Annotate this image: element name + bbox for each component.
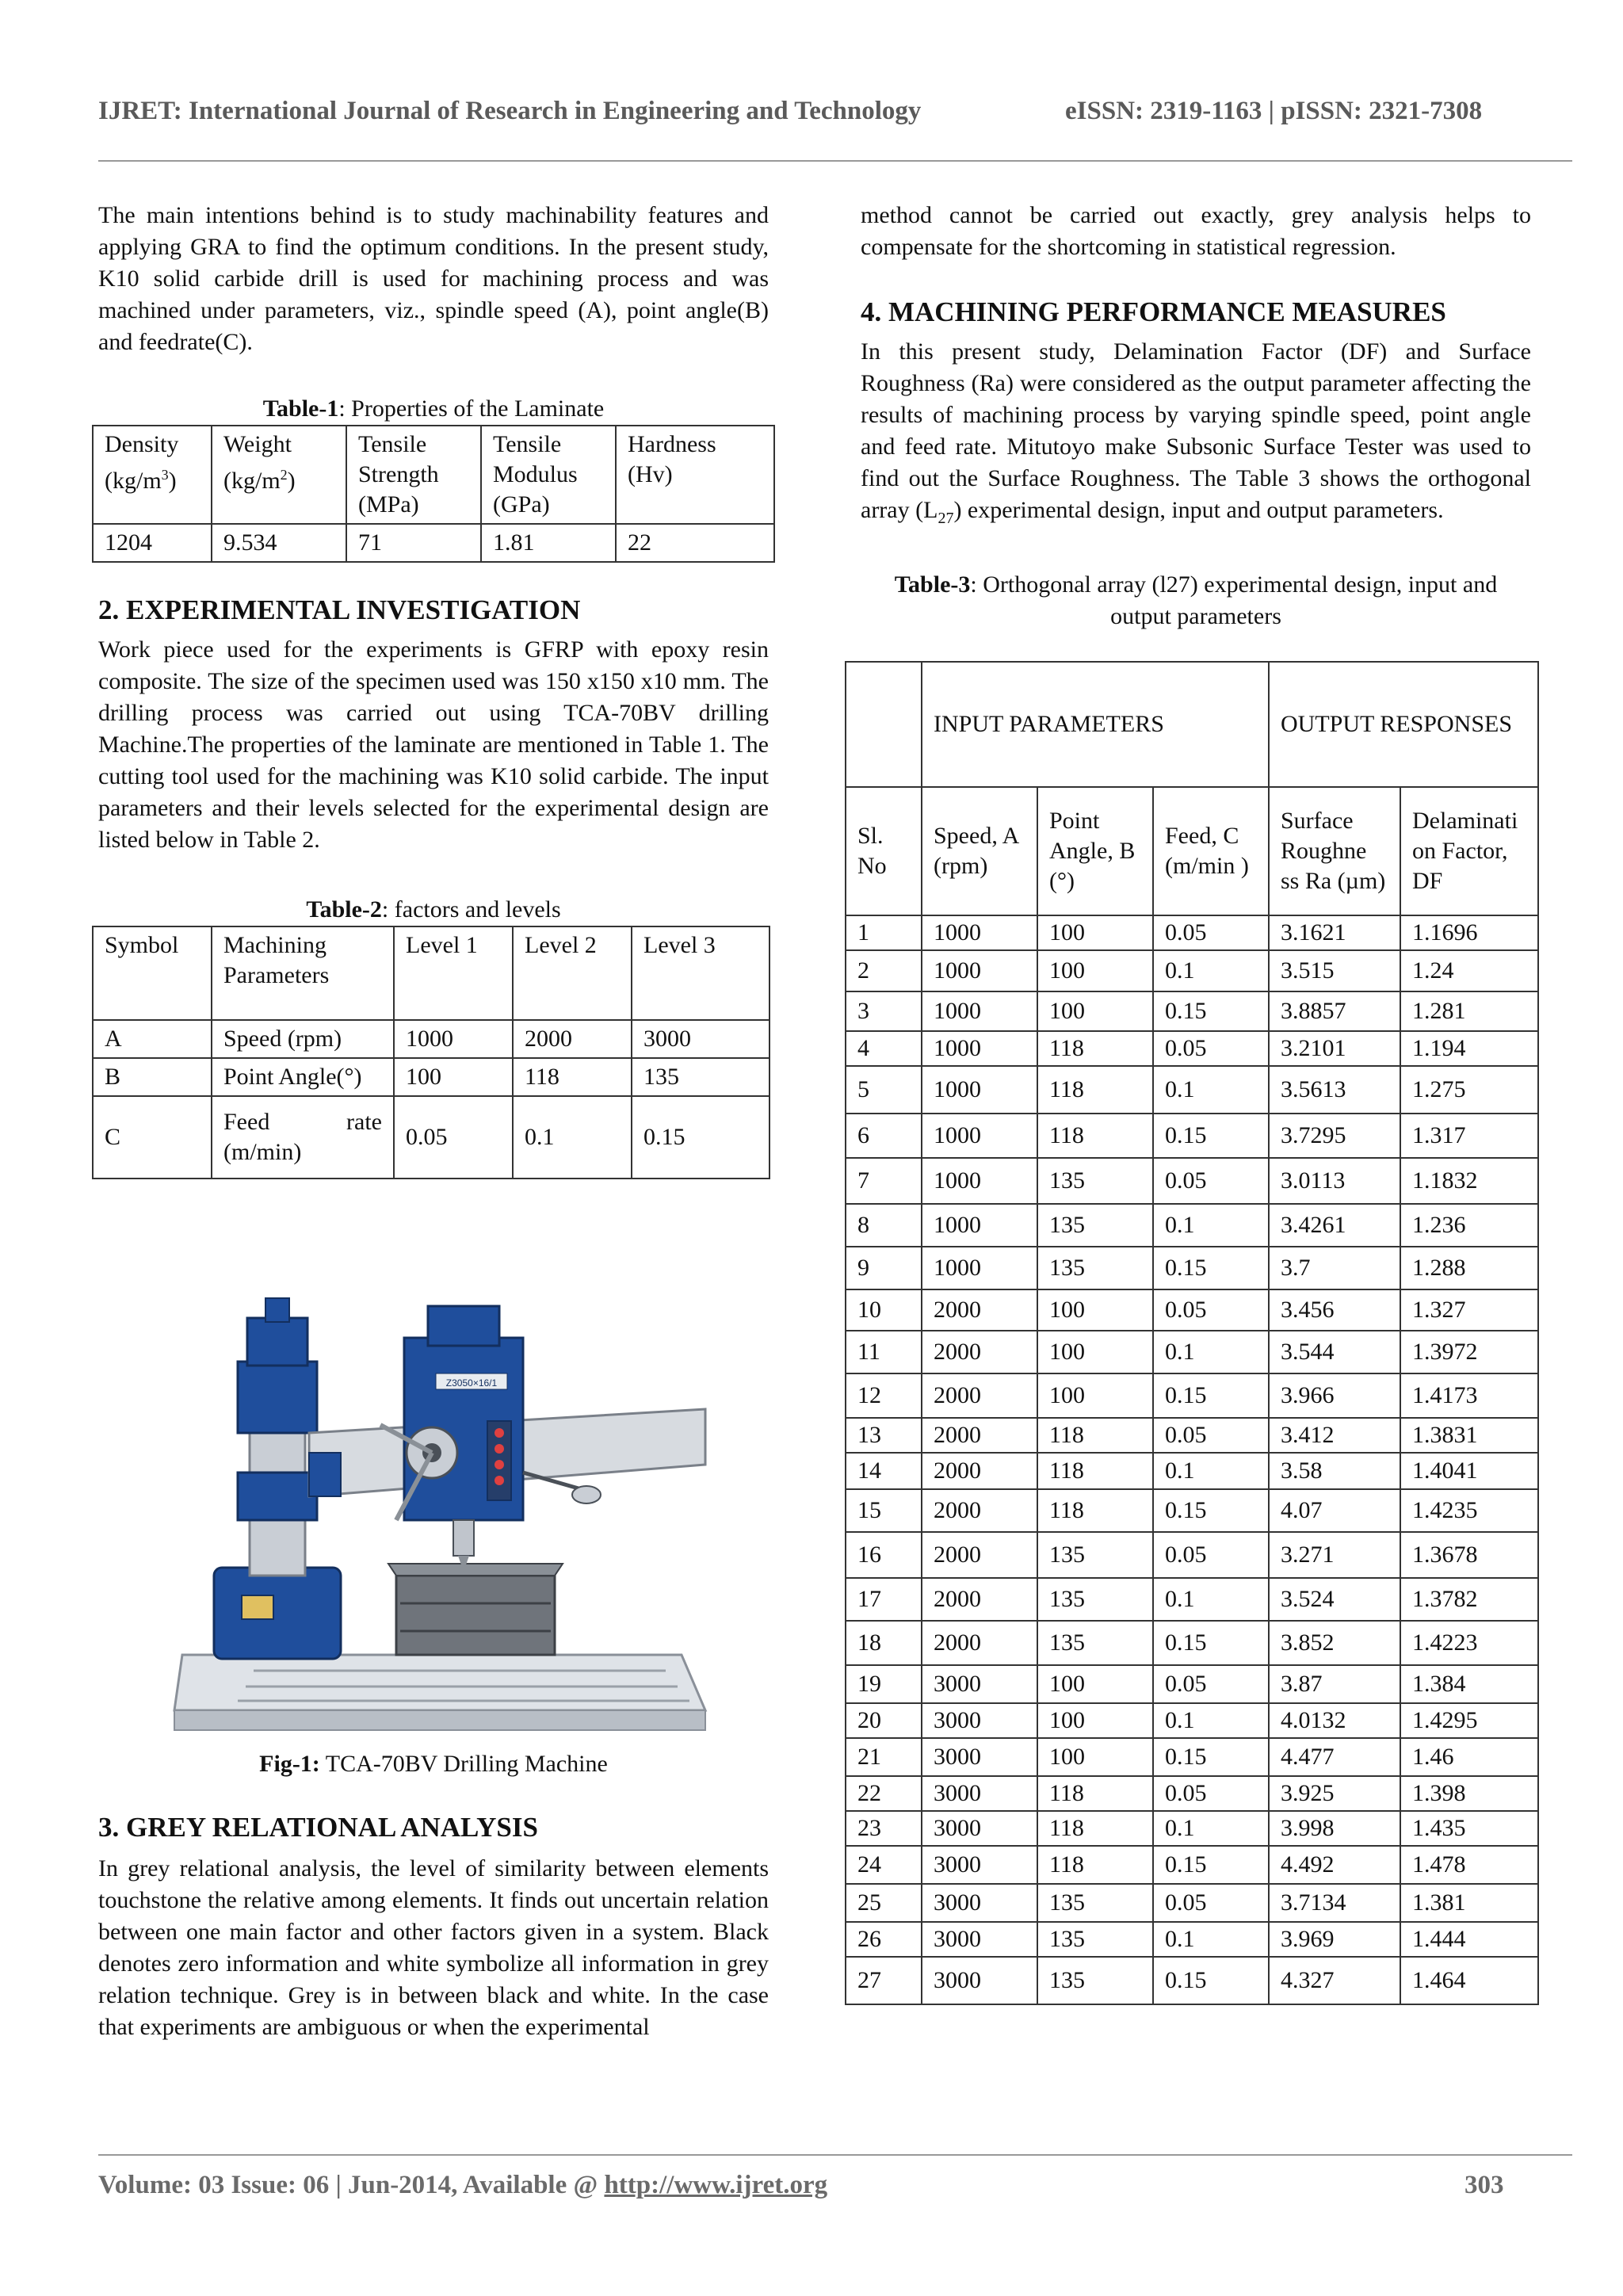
table-cell: 16 [846,1532,922,1578]
table-cell: 100 [1037,1289,1153,1331]
table-cell: 135 [1037,1532,1153,1578]
table-row [93,426,774,524]
table-cell: 118 [1037,1489,1153,1532]
table-cell: 1.3782 [1400,1578,1538,1621]
continued-paragraph: method cannot be carried out exactly, grey analysis helps to compensate for the shortcoming in statistical regression. [861,202,1531,260]
table-cell: Sl. No [846,787,922,915]
table-cell: 1000 [922,1031,1037,1066]
table-cell: 1.464 [1400,1957,1538,2004]
table-cell: Symbol [93,926,212,1020]
table-cell: Hardness (Hv) [616,426,774,524]
table-row [846,1204,1538,1247]
table-cell: 1.194 [1400,1031,1538,1066]
section-heading: 4. MACHINING PERFORMANCE MEASURES [861,296,1446,327]
table-cell: 1.3831 [1400,1418,1538,1453]
section-paragraph: In this present study, Delamination Factor (DF) and Surface Roughness (Ra) were considered as the output parameter affecting the results of machining process by varying spindle speed, point angle and feed rate. Mitutoyo make Subsonic Surface Tester was used to find out the Surface Roughness. The Table 3 shows the orthogonal array $(L_{27})$ experimental design, input and output parameters. [861,338,1531,527]
table-group-header: INPUT PARAMETERS [922,662,1269,787]
table-cell: 0.1 [513,1096,632,1179]
table-cell: 118 [1037,1031,1153,1066]
table-cell: 0.15 [632,1096,769,1179]
table-cell: 1.281 [1400,991,1538,1031]
table-cell: Speed, A (rpm) [922,787,1037,915]
section-paragraph: In grey relational analysis, the level of similarity between elements touchstone the relative among elements. It finds out uncertain relation between one main factor and other factors given in a system. Black denotes zero information and white symbolize all information in grey relation technique. Grey is in between black and white. In the case that experiments are ambiguous or when the experimental [98,1855,769,2040]
table-row [846,1373,1538,1418]
table-cell: 3.969 [1269,1922,1400,1957]
table-cell: 0.05 [1153,1289,1269,1331]
table-cell: 23 [846,1811,922,1846]
left-column [98,200,769,1179]
table1 [92,425,775,563]
table-cell: Density $(kg/m^3)$ [93,426,212,524]
table-cell: 4 [846,1031,922,1066]
figure-caption: Fig-1: TCA-70BV Drilling Machine [259,1751,608,1777]
table-cell: 0.1 [1153,1204,1269,1247]
table-cell: 3.8857 [1269,991,1400,1031]
table-cell: 1000 [922,950,1037,991]
table-cell: 135 [1037,1247,1153,1289]
drilling-machine-illustration [158,1282,713,1742]
table-cell: 2000 [922,1331,1037,1373]
table-cell: 1.398 [1400,1776,1538,1811]
table-cell: 1.4041 [1400,1453,1538,1489]
table-row [846,1776,1538,1811]
left-column-bottom [98,1812,769,2043]
table-cell: Feed rate (m/min) [212,1096,394,1179]
table-cell: 118 [1037,1114,1153,1158]
table1-caption: Table-1: Properties of the Laminate [262,395,605,422]
table-cell: 18 [846,1621,922,1665]
table-cell: Level 3 [632,926,769,1020]
table-cell: 25 [846,1884,922,1922]
table-cell: 3.4261 [1269,1204,1400,1247]
table-cell: 2000 [922,1289,1037,1331]
table-cell: 3.0113 [1269,1158,1400,1204]
table-cell: 0.15 [1153,1489,1269,1532]
table-cell: 1.4223 [1400,1621,1538,1665]
table-cell: 3.5613 [1269,1066,1400,1114]
table-cell [846,662,922,787]
table-cell: 0.1 [1153,1922,1269,1957]
table-cell: 118 [1037,1453,1153,1489]
table-row [93,1020,769,1058]
table-cell: 26 [846,1922,922,1957]
table3 [845,661,1539,2005]
table-cell: 118 [1037,1418,1153,1453]
table-cell: 1000 [922,1247,1037,1289]
table-row [846,1884,1538,1922]
table-cell: 100 [1037,950,1153,991]
table-cell: 1000 [922,1204,1037,1247]
table-cell: 118 [1037,1811,1153,1846]
table-cell: 3000 [922,1884,1037,1922]
table-cell: 1.317 [1400,1114,1538,1158]
table-cell: 3.2101 [1269,1031,1400,1066]
table-row [846,1066,1538,1114]
table-cell: 100 [394,1058,513,1096]
table-cell: 2000 [922,1578,1037,1621]
table-cell: 135 [1037,1884,1153,1922]
table-cell: 2000 [922,1418,1037,1453]
table-cell: Level 2 [513,926,632,1020]
table-cell: 118 [513,1058,632,1096]
table-cell: 4.327 [1269,1957,1400,2004]
page-number: 303 [1465,2171,1504,2199]
table-row [846,1418,1538,1453]
page-header [0,0,1623,166]
table-cell: 3.515 [1269,950,1400,991]
table-cell: 3000 [922,1738,1037,1776]
table-cell: A [93,1020,212,1058]
table-cell: Level 1 [394,926,513,1020]
table-cell: 100 [1037,1373,1153,1418]
section-heading: 3. GREY RELATIONAL ANALYSIS [98,1812,538,1843]
table-cell: 1.444 [1400,1922,1538,1957]
table-cell: 1.1696 [1400,915,1538,950]
table-cell: 100 [1037,1331,1153,1373]
table3-caption: Table-3: Orthogonal array (l27) experimental design, input and output parameters [894,571,1498,629]
section-heading: 2. EXPERIMENTAL INVESTIGATION [98,594,581,625]
table-row [846,915,1538,950]
table-cell: 1.435 [1400,1811,1538,1846]
table-cell: 0.1 [1153,950,1269,991]
table-cell: 0.1 [1153,1453,1269,1489]
model-plate-label: Z3050×16/1 [445,1377,498,1389]
table-cell: 3.998 [1269,1811,1400,1846]
table-cell: 19 [846,1665,922,1703]
table-cell: 135 [1037,1957,1153,2004]
table-cell: Point Angle, B (°) [1037,787,1153,915]
table-cell: 0.05 [1153,1418,1269,1453]
table-cell: 1.478 [1400,1846,1538,1884]
table-row [846,1703,1538,1738]
table-cell: 1204 [93,524,212,562]
table-cell: 1.46 [1400,1738,1538,1776]
table-row [846,1811,1538,1846]
table-cell: 1 [846,915,922,950]
table-cell: Surface Roughne ss Ra (µm) [1269,787,1400,915]
table-cell: B [93,1058,212,1096]
table-cell: 0.15 [1153,1247,1269,1289]
table-cell: 0.05 [1153,915,1269,950]
table-cell: 1.4295 [1400,1703,1538,1738]
table-row [93,1058,769,1096]
table-row [846,1453,1538,1489]
table-cell: 3.966 [1269,1373,1400,1418]
table-cell: Speed (rpm) [212,1020,394,1058]
table-cell: 2000 [513,1020,632,1058]
table-row [846,1114,1538,1158]
table-cell: 17 [846,1578,922,1621]
table-cell: Machining Parameters [212,926,394,1020]
table-cell: 1000 [922,915,1037,950]
table-cell: 2 [846,950,922,991]
table-cell: 3.544 [1269,1331,1400,1373]
table-cell: 1.24 [1400,950,1538,991]
table-cell: 0.1 [1153,1331,1269,1373]
table-cell: 0.15 [1153,1114,1269,1158]
table-cell: 1.4235 [1400,1489,1538,1532]
table-cell: 27 [846,1957,922,2004]
table-cell: 13 [846,1418,922,1453]
right-column [861,200,1531,632]
table-cell: 3.58 [1269,1453,1400,1489]
footer-volume: Volume: 03 Issue: 06 | Jun-2014, Available @ http://www.ijret.org [98,2171,828,2199]
table-cell: Point Angle(°) [212,1058,394,1096]
table-cell: 0.15 [1153,991,1269,1031]
table-cell: 1.327 [1400,1289,1538,1331]
table-cell: 0.05 [1153,1532,1269,1578]
table-cell: 3000 [632,1020,769,1058]
table-cell: 0.05 [1153,1665,1269,1703]
table-cell: 135 [1037,1158,1153,1204]
table-cell: 1.3678 [1400,1532,1538,1578]
section-paragraph: Work piece used for the experiments is GFRP with epoxy resin composite. The size of the specimen used was 150 x150 x10 mm. The drilling process was carried out using TCA-70BV drilling Machine.The properties of the laminate are mentioned in Table 1. The cutting tool used for the machining was K10 solid carbide. The input parameters and their levels selected for the experimental design are listed below in Table 2. [98,636,769,853]
table-cell: 15 [846,1489,922,1532]
table-cell: 3.1621 [1269,915,1400,950]
table-cell: 2000 [922,1453,1037,1489]
table-cell: 2000 [922,1489,1037,1532]
table-row [846,1621,1538,1665]
table-cell: 4.492 [1269,1846,1400,1884]
table-cell: 1.384 [1400,1665,1538,1703]
table-row [846,1922,1538,1957]
table-cell: 6 [846,1114,922,1158]
table-row [846,1578,1538,1621]
table-row [846,787,1538,915]
table-cell: 22 [846,1776,922,1811]
table-cell: 12 [846,1373,922,1418]
table-cell: 7 [846,1158,922,1204]
table-row [93,926,769,1020]
table-cell: 3000 [922,1811,1037,1846]
table-cell: 135 [1037,1922,1153,1957]
table-row [846,1665,1538,1703]
table-cell: 4.477 [1269,1738,1400,1776]
table-row [846,1289,1538,1331]
journal-title: IJRET: International Journal of Research in Engineering and Technology [98,97,922,125]
table-cell: 9 [846,1247,922,1289]
table-cell: 71 [346,524,481,562]
table-cell: 3.524 [1269,1578,1400,1621]
table-cell: 0.1 [1153,1066,1269,1114]
table-cell: 135 [632,1058,769,1096]
table-cell: 4.0132 [1269,1703,1400,1738]
table-cell: 1.236 [1400,1204,1538,1247]
table-cell: 3000 [922,1922,1037,1957]
table-cell: 0.05 [1153,1158,1269,1204]
table-cell: 3000 [922,1846,1037,1884]
table-cell: 2000 [922,1532,1037,1578]
table-cell: 3 [846,991,922,1031]
table-cell: 3000 [922,1957,1037,2004]
table-cell: 100 [1037,1703,1153,1738]
table-cell: 135 [1037,1204,1153,1247]
journal-link[interactable]: http://www.ijret.org [604,2171,828,2199]
table-cell: 3.852 [1269,1621,1400,1665]
table-cell: 0.05 [1153,1776,1269,1811]
table-cell: 3000 [922,1776,1037,1811]
table-cell: 0.15 [1153,1846,1269,1884]
table-row [846,1738,1538,1776]
table-cell: 0.15 [1153,1957,1269,2004]
table-cell: 8 [846,1204,922,1247]
table-cell: 3000 [922,1665,1037,1703]
table-cell: 118 [1037,1066,1153,1114]
table-group-header: OUTPUT RESPONSES [1269,662,1538,787]
table2 [92,926,770,1179]
table-cell: Weight $(kg/m^2)$ [212,426,346,524]
table3-body [846,915,1538,2004]
table-cell: 1000 [922,1066,1037,1114]
table-cell: 3.87 [1269,1665,1400,1703]
table-cell: 2000 [922,1373,1037,1418]
table-cell: 0.05 [1153,1884,1269,1922]
table-cell: 100 [1037,915,1153,950]
table-cell: 3000 [922,1703,1037,1738]
table-cell: 0.15 [1153,1373,1269,1418]
table-cell: 5 [846,1066,922,1114]
table-cell: 3.456 [1269,1289,1400,1331]
table-row [846,950,1538,991]
intro-paragraph: The main intentions behind is to study machinability features and applying GRA to find the optimum conditions. In the present study, K10 solid carbide drill is used for machining process and was machined under parameters, viz., spindle speed (A), point angle(B) and feedrate(C). [98,202,769,355]
table-cell: 100 [1037,1738,1153,1776]
table-cell: 1000 [922,991,1037,1031]
table-row [846,991,1538,1031]
table-cell: Feed, C (m/min ) [1153,787,1269,915]
table-cell: 0.05 [1153,1031,1269,1066]
table-cell: 1.81 [481,524,616,562]
table-cell: 3.7134 [1269,1884,1400,1922]
table-cell: 22 [616,524,774,562]
table-cell: 0.1 [1153,1811,1269,1846]
table-cell: 3.412 [1269,1418,1400,1453]
table2-caption: Table-2: factors and levels [306,896,561,923]
table-cell: 100 [1037,991,1153,1031]
table-cell: 1000 [394,1020,513,1058]
table-cell: 1.381 [1400,1884,1538,1922]
table-row [846,1957,1538,2004]
table-cell: 0.15 [1153,1621,1269,1665]
issn: eISSN: 2319-1163 | pISSN: 2321-7308 [1065,97,1483,125]
table-cell: 3.7295 [1269,1114,1400,1158]
table-cell: Tensile Strength (MPa) [346,426,481,524]
table-row [846,1489,1538,1532]
table-row [846,1331,1538,1373]
table-cell: 118 [1037,1776,1153,1811]
table-cell: 1.3972 [1400,1331,1538,1373]
table-cell: 21 [846,1738,922,1776]
table-cell: 1000 [922,1114,1037,1158]
table-cell: 135 [1037,1621,1153,1665]
table-cell: 3.925 [1269,1776,1400,1811]
table-cell: 0.1 [1153,1703,1269,1738]
table-cell: 118 [1037,1846,1153,1884]
header-rule [98,160,1572,162]
table-cell: 0.05 [394,1096,513,1179]
table-cell: 10 [846,1289,922,1331]
table-cell: Tensile Modulus (GPa) [481,426,616,524]
table-cell: 3.271 [1269,1532,1400,1578]
table-cell: 100 [1037,1665,1153,1703]
table-cell: 9.534 [212,524,346,562]
table-cell: C [93,1096,212,1179]
table-row [846,1846,1538,1884]
table-cell: 3.7 [1269,1247,1400,1289]
drilling-machine-figure [158,1282,713,1742]
table-cell: 1.288 [1400,1247,1538,1289]
table-cell: 11 [846,1331,922,1373]
table-row [846,1532,1538,1578]
table-row [846,1247,1538,1289]
table-row [846,662,1538,787]
table-cell: Delaminati on Factor, DF [1400,787,1538,915]
table-cell: 0.1 [1153,1578,1269,1621]
table-row [93,1096,769,1179]
table-cell: 1.4173 [1400,1373,1538,1418]
footer-rule [98,2154,1572,2156]
table-row [846,1158,1538,1204]
table-cell: 4.07 [1269,1489,1400,1532]
table-cell: 24 [846,1846,922,1884]
table-row [93,524,774,562]
table-row [846,1031,1538,1066]
table-cell: 1.275 [1400,1066,1538,1114]
table-cell: 1.1832 [1400,1158,1538,1204]
table-cell: 20 [846,1703,922,1738]
table-cell: 0.15 [1153,1738,1269,1776]
table-cell: 1000 [922,1158,1037,1204]
table-cell: 135 [1037,1578,1153,1621]
table-cell: 14 [846,1453,922,1489]
table-cell: 2000 [922,1621,1037,1665]
